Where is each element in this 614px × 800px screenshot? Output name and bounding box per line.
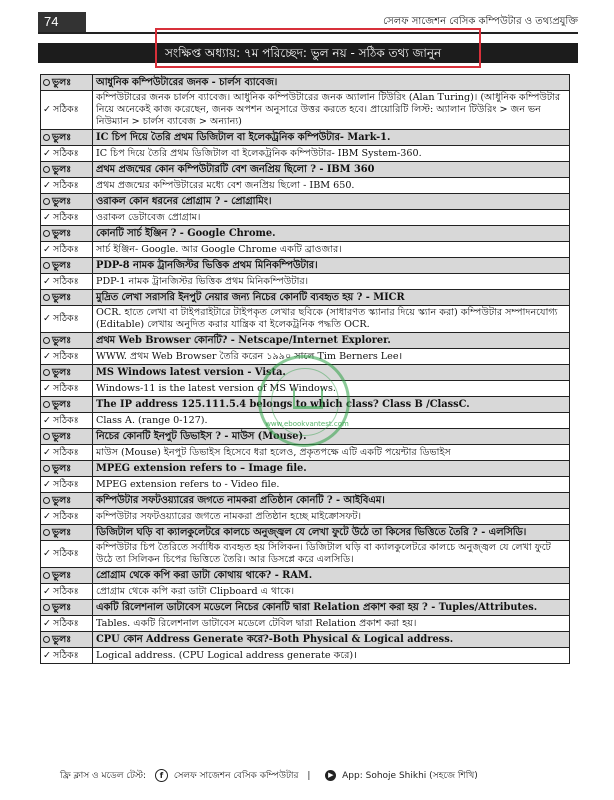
wrong-row — [41, 525, 570, 541]
wrong-row — [41, 130, 570, 146]
check-mark-icon: ✓ — [43, 147, 51, 159]
right-statement: OCR. হাতে লেখা বা টাইপরাইটারে টাইপকৃত লেখার ছবিকে (সাধারণত স্ক্যানার দিয়ে স্ক্যান করা) কম্পিউটার সম্পাদনযোগ্য (Editable) লেখায় অনুদিত করার যান্ত্রিক বা ইলেকট্রনিক পদ্ধতি OCR. — [93, 306, 570, 333]
wrong-row — [41, 226, 570, 242]
radio-circle-icon — [43, 572, 50, 579]
wrong-label: ভুলঃ — [52, 494, 72, 506]
wrong-row — [41, 333, 570, 349]
check-mark-icon: ✓ — [43, 382, 51, 394]
right-tag — [41, 274, 93, 290]
right-statement: MPEG extension refers to - Video file. — [93, 477, 570, 493]
footer-facebook-page[interactable]: সেলফ সাজেশন বেসিক কম্পিউটার — [173, 771, 299, 781]
right-statement: Windows-11 is the latest version of MS Windows. — [93, 381, 570, 397]
wrong-tag — [41, 130, 93, 146]
wrong-tag — [41, 632, 93, 648]
check-mark-icon: ✓ — [43, 446, 51, 458]
wrong-tag — [41, 397, 93, 413]
wrong-row — [41, 429, 570, 445]
radio-circle-icon — [43, 604, 50, 611]
wrong-row — [41, 75, 570, 91]
right-label: সঠিকঃ — [52, 211, 79, 223]
check-mark-icon: ✓ — [43, 649, 51, 661]
right-tag — [41, 178, 93, 194]
right-label: সঠিকঃ — [52, 179, 79, 191]
right-statement: কম্পিউটারের জনক চার্লস ব্যাবেজ। আধুনিক কম্পিউটারের জনক অ্যালান টিউরিং (Alan Turing)। (আধুনিক কম্পিউটার নিয়ে অনেকেই কাজ করেছেন, জনক অপশন অনুসারে উত্তর করতে হবে। প্রায়োরিটি লিস্ট: অ্যালান টিউরিং > জন ভন নিউম্যান > চার্লস ব্যাবেজ > অন্যান্য) — [93, 91, 570, 130]
wrong-row — [41, 568, 570, 584]
radio-circle-icon — [43, 636, 50, 643]
right-tag — [41, 91, 93, 130]
wrong-label: ভুলঃ — [52, 430, 72, 442]
wrong-label: ভুলঃ — [52, 398, 72, 410]
wrong-tag — [41, 290, 93, 306]
facebook-icon: f — [155, 769, 168, 782]
wrong-tag — [41, 226, 93, 242]
wrong-statement: ডিজিটাল ঘড়ি বা ক্যালকুলেটরে কালচে অনুজ্জ্বল যে লেখা ফুটে উঠে তা কিসের ভিত্তিতে তৈরি ? - এলসিডি। — [93, 525, 570, 541]
right-row — [41, 616, 570, 632]
wrong-label: ভুলঃ — [52, 366, 72, 378]
wrong-tag — [41, 525, 93, 541]
wrong-label: ভুলঃ — [52, 259, 72, 271]
wrong-statement: প্রথম Web Browser কোনটি? - Netscape/Internet Explorer. — [93, 333, 570, 349]
wrong-tag — [41, 258, 93, 274]
wrong-label: ভুলঃ — [52, 569, 72, 581]
wrong-row — [41, 290, 570, 306]
chapter-title: সংক্ষিপ্ত অধ্যায়: ৭ম পরিচ্ছেদ: ভুল নয় - সঠিক তথ্য জানুন — [165, 46, 442, 60]
wrong-tag — [41, 429, 93, 445]
right-row — [41, 306, 570, 333]
check-mark-icon: ✓ — [43, 478, 51, 490]
wrong-statement: একটি রিলেশনাল ডাটাবেস মডেলে নিচের কোনটি দ্বারা Relation প্রকাশ করা হয় ? - Tuples/Attributes. — [93, 600, 570, 616]
right-row — [41, 584, 570, 600]
right-statement: কম্পিউটার সফটওয়্যারের জগতে নামকরা প্রতিষ্ঠান হচ্ছে মাইক্রোসফট। — [93, 509, 570, 525]
right-label: সঠিকঃ — [52, 147, 79, 159]
wrong-statement: ওরাকল কোন ধরনের প্রোগ্রাম ? - প্রোগ্রামিং। — [93, 194, 570, 210]
wrong-label: ভুলঃ — [52, 291, 72, 303]
wrong-tag — [41, 365, 93, 381]
right-tag — [41, 648, 93, 664]
right-tag — [41, 306, 93, 333]
check-mark-icon: ✓ — [43, 510, 51, 522]
right-row — [41, 349, 570, 365]
right-statement: মাউস (Mouse) ইনপুট ডিভাইস হিসেবে ধরা হলেও, প্রকৃতপক্ষে এটি একটি পয়েন্টার ডিভাইস — [93, 445, 570, 461]
radio-circle-icon — [43, 230, 50, 237]
check-mark-icon: ✓ — [43, 617, 51, 629]
wrong-label: ভুলঃ — [52, 76, 72, 88]
right-statement: WWW. প্রথম Web Browser তৈরি করেন ১৯৯০ সালে Tim Berners Lee। — [93, 349, 570, 365]
wrong-row — [41, 397, 570, 413]
wrong-tag — [41, 333, 93, 349]
wrong-label: ভুলঃ — [52, 462, 72, 474]
running-title: সেলফ সাজেশন বেসিক কম্পিউটার ও তথ্যপ্রযুক্তি — [383, 16, 578, 27]
right-tag — [41, 210, 93, 226]
right-tag — [41, 445, 93, 461]
right-tag — [41, 616, 93, 632]
radio-circle-icon — [43, 262, 50, 269]
right-tag — [41, 584, 93, 600]
radio-circle-icon — [43, 369, 50, 376]
right-statement: Logical address. (CPU Logical address generate করে)। — [93, 648, 570, 664]
right-row — [41, 210, 570, 226]
wrong-label: ভুলঃ — [52, 334, 72, 346]
right-label: সঠিকঃ — [52, 313, 79, 324]
watermark-url: www.ebookvantest.com — [265, 420, 349, 428]
radio-circle-icon — [43, 166, 50, 173]
check-mark-icon: ✓ — [43, 313, 51, 324]
footer — [60, 768, 580, 783]
right-statement: IC চিপ দিয়ে তৈরি প্রথম ডিজিটাল বা ইলেকট্রনিক কম্পিউটার- IBM System-360. — [93, 146, 570, 162]
wrong-statement: MPEG extension refers to – Image file. — [93, 461, 570, 477]
radio-circle-icon — [43, 401, 50, 408]
wrong-row — [41, 632, 570, 648]
right-tag — [41, 381, 93, 397]
wrong-label: ভুলঃ — [52, 131, 72, 143]
right-label: সঠিকঃ — [52, 548, 79, 559]
play-icon: ▶ — [325, 770, 336, 781]
wrong-statement: PDP-8 নামক ট্রানজিস্টর ভিত্তিক প্রথম মিনিকম্পিউটার। — [93, 258, 570, 274]
wrong-label: ভুলঃ — [52, 195, 72, 207]
wrong-row — [41, 162, 570, 178]
right-tag — [41, 349, 93, 365]
wrong-statement: কোনটি সার্চ ইঞ্জিন ? - Google Chrome. — [93, 226, 570, 242]
wrong-statement: The IP address 125.111.5.4 belongs to which class? Class B /ClassC. — [93, 397, 570, 413]
right-statement: PDP-1 নামক ট্রানজিস্টর ভিত্তিক প্রথম মিনিকম্পিউটার। — [93, 274, 570, 290]
radio-circle-icon — [43, 337, 50, 344]
wrong-label: ভুলঃ — [52, 601, 72, 613]
right-statement: প্রোগ্রাম থেকে কপি করা ডাটা Clipboard এ থাকে। — [93, 584, 570, 600]
footer-separator: | — [307, 770, 311, 781]
right-statement: সার্চ ইঞ্জিন- Google. আর Google Chrome একটি ব্রাওজার। — [93, 242, 570, 258]
wrong-tag — [41, 75, 93, 91]
right-statement: প্রথম প্রজন্মের কম্পিউটারের মধ্যে বেশ জনপ্রিয় ছিলো - IBM 650. — [93, 178, 570, 194]
wrong-tag — [41, 194, 93, 210]
footer-app[interactable]: App: Sohoje Shikhi (সহজে শিখি) — [342, 771, 478, 781]
right-row — [41, 178, 570, 194]
right-tag — [41, 413, 93, 429]
wrong-statement: CPU কোন Address Generate করে?-Both Physical & Logical address. — [93, 632, 570, 648]
right-label: সঠিকঃ — [52, 414, 79, 426]
wrong-label: ভুলঃ — [52, 526, 72, 538]
right-label: সঠিকঃ — [52, 104, 79, 115]
wrong-statement: আধুনিক কম্পিউটারের জনক - চার্লস ব্যাবেজ। — [93, 75, 570, 91]
wrong-tag — [41, 162, 93, 178]
right-label: সঠিকঃ — [52, 350, 79, 362]
right-row — [41, 242, 570, 258]
radio-circle-icon — [43, 79, 50, 86]
right-row — [41, 413, 570, 429]
check-mark-icon: ✓ — [43, 104, 51, 115]
wrong-row — [41, 493, 570, 509]
right-statement: Class A. (range 0-127). — [93, 413, 570, 429]
radio-circle-icon — [43, 433, 50, 440]
right-label: সঠিকঃ — [52, 649, 79, 661]
check-mark-icon: ✓ — [43, 585, 51, 597]
right-label: সঠিকঃ — [52, 275, 79, 287]
right-label: সঠিকঃ — [52, 382, 79, 394]
wrong-tag — [41, 493, 93, 509]
wrong-statement: প্রোগ্রাম থেকে কপি করা ডাটা কোথায় থাকে? - RAM. — [93, 568, 570, 584]
radio-circle-icon — [43, 465, 50, 472]
wrong-statement: কম্পিউটার সফটওয়্যারের জগতে নামকরা প্রতিষ্ঠান কোনটি ? - আইবিএম। — [93, 493, 570, 509]
right-tag — [41, 509, 93, 525]
right-label: সঠিকঃ — [52, 617, 79, 629]
right-label: সঠিকঃ — [52, 585, 79, 597]
radio-circle-icon — [43, 497, 50, 504]
radio-circle-icon — [43, 134, 50, 141]
right-row — [41, 445, 570, 461]
check-mark-icon: ✓ — [43, 548, 51, 559]
check-mark-icon: ✓ — [43, 211, 51, 223]
wrong-statement: নিচের কোনটি ইনপুট ডিভাইস ? - মাউস (Mouse). — [93, 429, 570, 445]
wrong-label: ভুলঃ — [52, 227, 72, 239]
right-label: সঠিকঃ — [52, 446, 79, 458]
right-label: সঠিকঃ — [52, 478, 79, 490]
right-row — [41, 648, 570, 664]
wrong-statement: IC চিপ দিয়ে তৈরি প্রথম ডিজিটাল বা ইলেকট্রনিক কম্পিউটার- Mark-1. — [93, 130, 570, 146]
wrong-statement: প্রথম প্রজন্মের কোন কম্পিউটারটি বেশ জনপ্রিয় ছিলো ? - IBM 360 — [93, 162, 570, 178]
right-statement: কম্পিউটার চিপ তৈরিতে সর্বাধিক ব্যবহৃত হয় সিলিকন। ডিজিটাল ঘড়ি বা ক্যালকুলেটরে কালচে অনুজ্জ্বল যে লেখা ফুটে উঠে তা সিলিকন চিপের ভিত্তিতে তৈরি। আর ডিসপ্লে করে এলসিডি। — [93, 541, 570, 568]
radio-circle-icon — [43, 294, 50, 301]
radio-circle-icon — [43, 198, 50, 205]
right-row — [41, 146, 570, 162]
right-row — [41, 477, 570, 493]
right-label: সঠিকঃ — [52, 510, 79, 522]
radio-circle-icon — [43, 529, 50, 536]
wrong-statement: মুদ্রিত লেখা সরাসরি ইনপুট নেয়ার জন্য নিচের কোনটি ব্যবহৃত হয় ? - MICR — [93, 290, 570, 306]
wrong-row — [41, 258, 570, 274]
right-row — [41, 91, 570, 130]
right-row — [41, 274, 570, 290]
check-mark-icon: ✓ — [43, 179, 51, 191]
wrong-tag — [41, 461, 93, 477]
wrong-row — [41, 461, 570, 477]
right-tag — [41, 477, 93, 493]
right-row — [41, 381, 570, 397]
wrong-tag — [41, 568, 93, 584]
check-mark-icon: ✓ — [43, 275, 51, 287]
wrong-tag — [41, 600, 93, 616]
page-number: 74 — [38, 12, 86, 32]
right-tag — [41, 146, 93, 162]
right-row — [41, 509, 570, 525]
check-mark-icon: ✓ — [43, 243, 51, 255]
check-mark-icon: ✓ — [43, 350, 51, 362]
wrong-row — [41, 600, 570, 616]
right-row — [41, 541, 570, 568]
check-mark-icon: ✓ — [43, 414, 51, 426]
right-tag — [41, 541, 93, 568]
wrong-statement: MS Windows latest version - Vista. — [93, 365, 570, 381]
wrong-label: ভুলঃ — [52, 163, 72, 175]
footer-free-class-label: ফ্রি ক্লাস ও মডেল টেস্ট: — [60, 771, 147, 781]
wrong-row — [41, 365, 570, 381]
right-tag — [41, 242, 93, 258]
wrong-row — [41, 194, 570, 210]
right-statement: ওরাকল ডেটাবেজ প্রোগ্রাম। — [93, 210, 570, 226]
right-label: সঠিকঃ — [52, 243, 79, 255]
right-statement: Tables. একটি রিলেশনাল ডাটাবেস মডেলে টেবিল দ্বারা Relation প্রকাশ করা হয়। — [93, 616, 570, 632]
wrong-right-table — [40, 74, 570, 664]
wrong-label: ভুলঃ — [52, 633, 72, 645]
